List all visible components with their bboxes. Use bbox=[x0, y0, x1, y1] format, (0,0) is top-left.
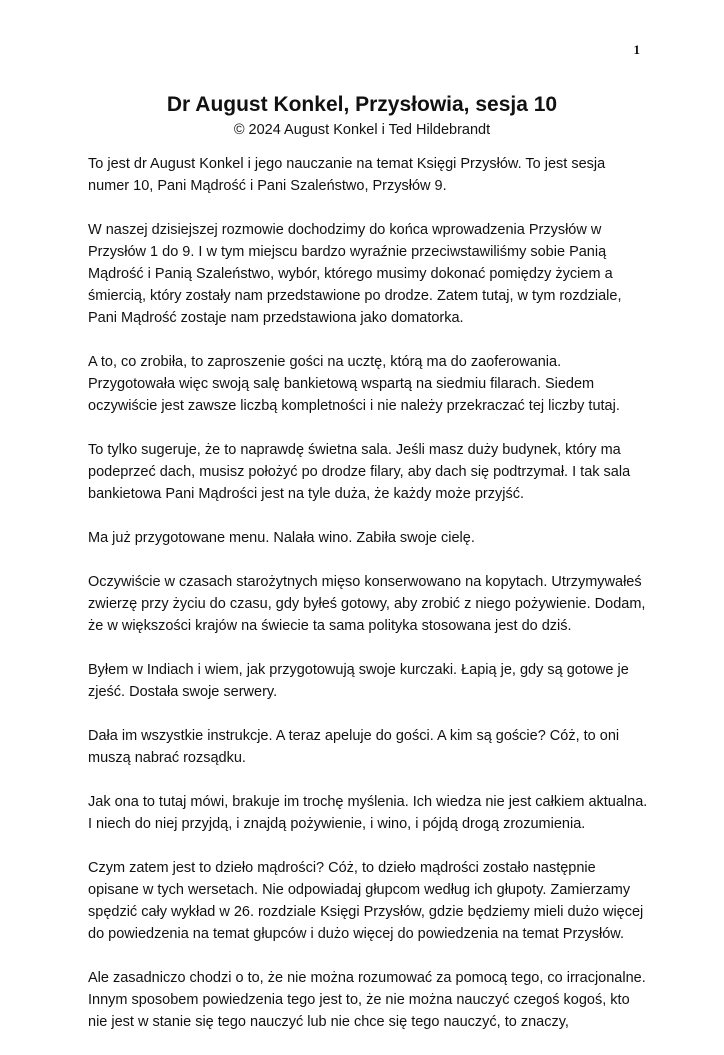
paragraph: W naszej dzisiejszej rozmowie dochodzimy do końca wprowadzenia Przysłów w Przysłów 1 do 9. I w tym miejscu bardzo wyraźnie przeciwstawiliśmy sobie Panią Mądrość i Panią Szaleństwo, wybór, którego musimy dokonać pomiędzy życiem a śmiercią, który zostały nam przedstawione po drodze. Zatem tutaj, w tym rozdziale, Pani Mądrość zostaje nam przedstawiona jako domatorka. bbox=[88, 222, 622, 326]
paragraph: Dała im wszystkie instrukcje. A teraz apeluje do gości. A kim są goście? Cóż, to oni muszą nabrać rozsądku. bbox=[88, 728, 620, 766]
paragraph: Byłem w Indiach i wiem, jak przygotowują swoje kurczaki. Łapią je, gdy są gotowe je zjeść. Dostała swoje serwery. bbox=[88, 662, 629, 700]
paragraph: Ma już przygotowane menu. Nalała wino. Zabiła swoje cielę. bbox=[88, 530, 475, 546]
paragraph: A to, co zrobiła, to zaproszenie gości na ucztę, którą ma do zaoferowania. Przygotowała więc swoją salę bankietową wspartą na siedmiu filarach. Siedem oczywiście jest zawsze liczbą kompletności i nie należy przekraczać tej liczby tutaj. bbox=[88, 354, 620, 414]
paragraph: Jak ona to tutaj mówi, brakuje im trochę myślenia. Ich wiedza nie jest całkiem aktualna. I niech do niej przyjdą, i znajdą pożywienie, i wino, i pójdą drogą zrozumienia. bbox=[88, 794, 648, 832]
paragraph: To tylko sugeruje, że to naprawdę świetna sala. Jeśli masz duży budynek, który ma podeprzeć dach, musisz położyć po drodze filary, aby dach się podtrzymał. I tak sala bankietowa Pani Mądrości jest na tyle duża, że każdy może przyjść. bbox=[88, 442, 631, 502]
paragraph: To jest dr August Konkel i jego nauczanie na temat Księgi Przysłów. To jest sesja numer 10, Pani Mądrość i Pani Szaleństwo, Przysłów 9. bbox=[88, 156, 606, 194]
document-title: Dr August Konkel, Przysłowia, sesja 10 bbox=[166, 93, 558, 116]
copyright-line: © 2024 August Konkel i Ted Hildebrandt bbox=[233, 122, 491, 138]
page-number: 1 bbox=[633, 42, 640, 57]
document-body bbox=[88, 153, 648, 1055]
paragraph: Ale zasadniczo chodzi o to, że nie można rozumować za pomocą tego, co irracjonalne. Innym sposobem powiedzenia tego jest to, że nie można nauczyć czegoś kogoś, kto nie jest w stanie się tego nauczyć lub nie chce się tego nauczyć, to znaczy, bbox=[88, 970, 646, 1030]
paragraph: Czym zatem jest to dzieło mądrości? Cóż, to dzieło mądrości zostało następnie opisane w tych wersetach. Nie odpowiadaj głupcom według ich głupoty. Zamierzamy spędzić cały wykład w 26. rozdziale Księgi Przysłów, gdzie będziemy mieli dużo więcej do powiedzenia na temat głupców i dużo więcej do powiedzenia na temat Przysłów. bbox=[88, 860, 644, 942]
paragraph: Oczywiście w czasach starożytnych mięso konserwowano na kopytach. Utrzymywałeś zwierzę przy życiu do czasu, gdy byłeś gotowy, aby zrobić z niego pożywienie. Dodam, że w większości krajów na świecie ta sama polityka stosowana jest do dziś. bbox=[88, 574, 646, 634]
